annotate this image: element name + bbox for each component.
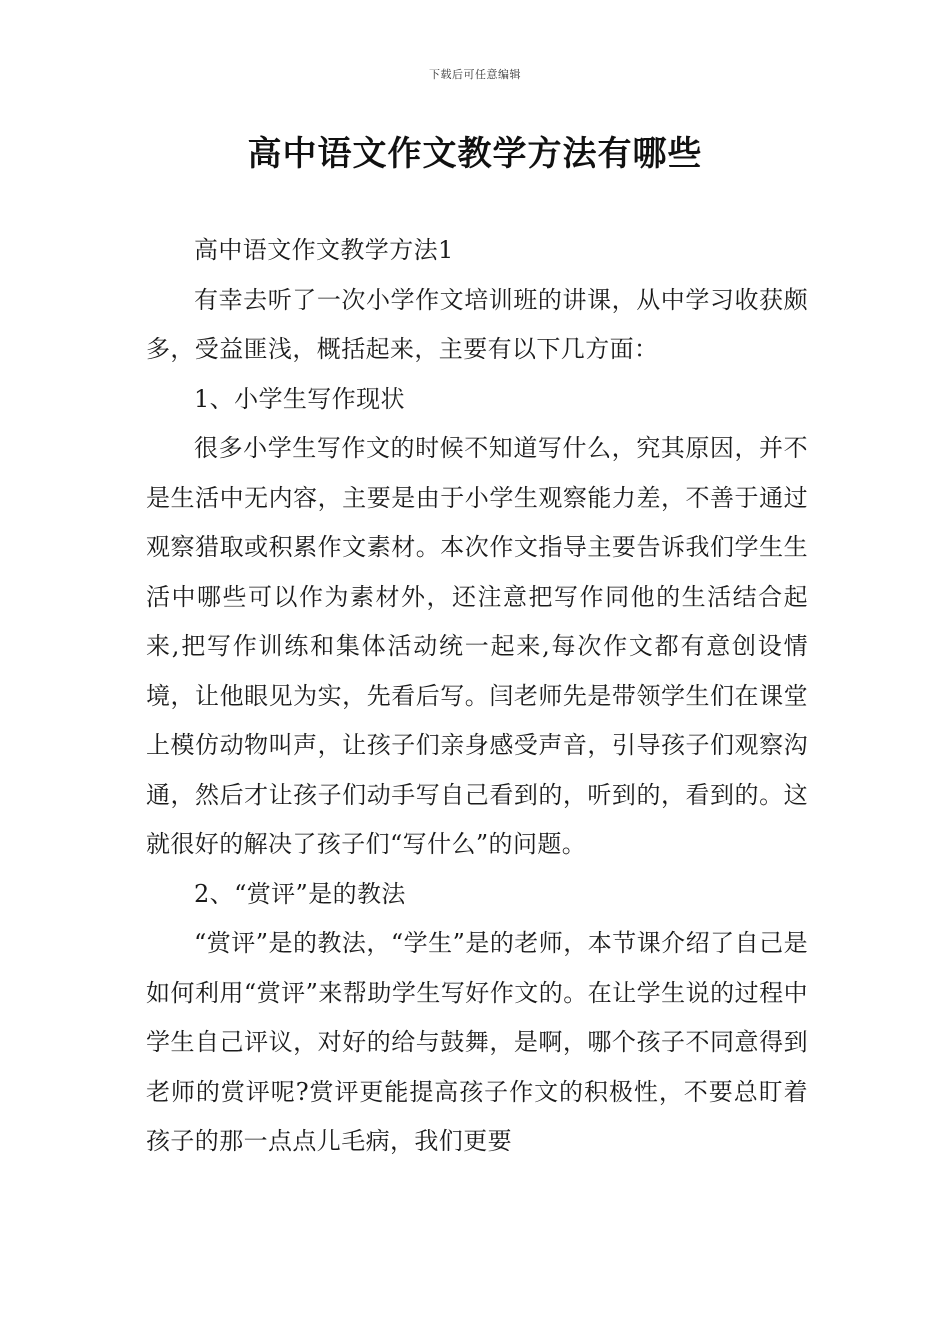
document-body	[146, 226, 808, 1167]
subsection-heading: 1、小学生写作现状	[194, 384, 405, 413]
document-title: 高中语文作文教学方法有哪些	[247, 134, 703, 174]
subsection-heading: 2、“赏评”是的教法	[194, 879, 406, 908]
header-note: 下载后可任意编辑	[429, 68, 521, 81]
paragraph: 有幸去听了一次小学作文培训班的讲课，从中学习收获颇多，受益匪浅，概括起来，主要有以下几方面：	[146, 285, 808, 363]
paragraph: 很多小学生写作文的时候不知道写什么，究其原因，并不是生活中无内容，主要是由于小学生观察能力差，不善于通过观察猎取或积累作文素材。本次作文指导主要告诉我们学生生活中哪些可以作为素材外，还注意把写作同他的生活结合起来,把写作训练和集体活动统一起来,每次作文都有意创设情境，让他眼见为实，先看后写。闫老师先是带领学生们在课堂上模仿动物叫声，让孩子们亲身感受声音，引导孩子们观察沟通，然后才让孩子们动手写自己看到的，听到的，看到的。这就很好的解决了孩子们“写什么”的问题。	[146, 434, 808, 858]
section-heading: 高中语文作文教学方法1	[194, 236, 454, 264]
paragraph: “赏评”是的教法，“学生”是的老师，本节课介绍了自己是如何利用“赏评”来帮助学生写好作文的。在让学生说的过程中学生自己评议，对好的给与鼓舞，是啊，哪个孩子不同意得到老师的赏评呢?赏评更能提高孩子作文的积极性，不要总盯着孩子的那一点点儿毛病，我们更要	[146, 929, 808, 1155]
